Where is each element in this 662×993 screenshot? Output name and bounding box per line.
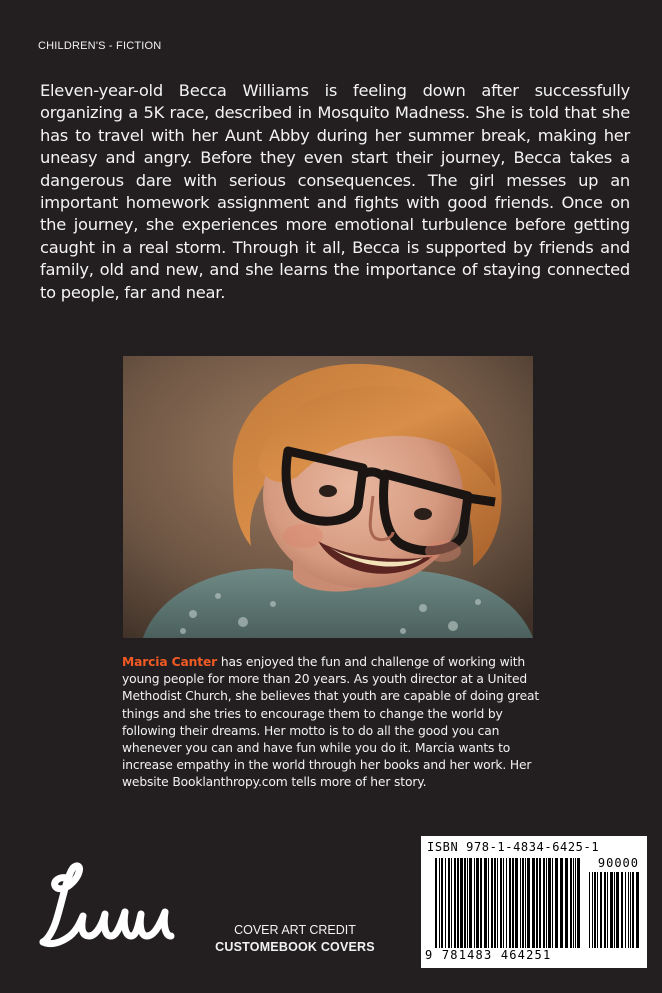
barcode-bar (515, 858, 518, 948)
barcode-bar (488, 858, 489, 948)
barcode-bar (497, 858, 498, 948)
barcode-bar (500, 858, 502, 948)
barcode-bar (503, 858, 504, 948)
isbn-label: ISBN 978-1-4834-6425-1 (427, 840, 600, 854)
cover-credit (200, 922, 390, 956)
barcode-bar (494, 858, 496, 948)
barcode-addon-number: 90000 (597, 856, 639, 870)
barcode-bar (625, 872, 626, 948)
barcode-bar (592, 872, 593, 948)
barcode-ean-number: 9 781483 464251 (425, 948, 552, 962)
barcode-bar (435, 858, 437, 948)
barcode-bar (520, 858, 521, 948)
barcode-bar (607, 872, 608, 948)
barcode-bar (464, 858, 466, 948)
barcode-bar (636, 872, 639, 948)
cover-credit-name: CUSTOMEBOOK COVERS (215, 940, 375, 954)
barcode-bar (575, 858, 576, 948)
barcode-bar (460, 858, 463, 948)
barcode-bar (441, 858, 443, 948)
barcode-bar (451, 858, 452, 948)
barcode-bar (509, 858, 511, 948)
barcode-bar (525, 858, 526, 948)
barcode-bar (594, 872, 596, 948)
barcode-bar (536, 858, 538, 948)
barcode-bar (457, 858, 459, 948)
barcode-bar (548, 858, 551, 948)
barcode-bar (600, 872, 602, 948)
isbn-barcode (421, 836, 647, 968)
barcode-bar (589, 872, 590, 948)
barcode-bar (448, 858, 450, 948)
barcode-bar (565, 858, 568, 948)
barcode-bar (439, 858, 440, 948)
cover-credit-heading: COVER ART CREDIT (234, 923, 356, 937)
barcode-bar (560, 858, 563, 948)
barcode-bar (543, 858, 545, 948)
author-bio (122, 654, 554, 792)
barcode-bar (573, 858, 574, 948)
barcode-bar (604, 872, 606, 948)
author-bio-text: has enjoyed the fun and challenge of working with young people for more than 20 years. As youth director at a United Methodist Church, she believes that youth are capable of doing great things and she tries to encourage them to change the world by following their dreams. Her motto is to do all the good you can whenever you can and have fun while you do it. Marcia wants to increase empathy in the world through her books and her work. Her website Booklanthropy.com tells more of her story. (122, 655, 540, 790)
barcode-bar (532, 858, 535, 948)
barcode-bar (552, 858, 553, 948)
barcode-bar (597, 872, 598, 948)
barcode-bar (474, 858, 475, 948)
barcode-bar (632, 872, 634, 948)
barcode-bar (614, 872, 615, 948)
barcode-bar (621, 872, 623, 948)
barcode-bar (610, 872, 613, 948)
lulu-logo-icon (37, 858, 177, 953)
barcode-bar (555, 858, 558, 948)
barcode-bar (616, 872, 619, 948)
logo-text: Lulu (106, 950, 108, 951)
barcode-bar (570, 858, 572, 948)
barcode-bar (522, 858, 524, 948)
publisher-logo (37, 858, 177, 953)
barcode-bar (512, 858, 514, 948)
barcode-bar (476, 858, 479, 948)
barcode-bar (484, 858, 487, 948)
barcode-bar (630, 872, 631, 948)
barcode-bar (546, 858, 547, 948)
barcode-bar (577, 858, 580, 948)
barcode-bar (445, 858, 446, 948)
barcode-bar (628, 872, 629, 948)
book-blurb: Eleven-year-old Becca Williams is feeling down after successfully organizing a 5K race, described in Mosquito Madness. She is told that she has to travel with her Aunt Abby during her summer break, making her uneasy and angry. Before they even start their journey, Becca takes a dangerous dare with serious consequences. The girl messes up an important homework assignment and fights with good friends. Once on the journey, she experiences more emotional turbulence before getting caught in a real storm. Through it all, Becca is supported by friends and family, old and new, and she learns the importance of staying connected to people, far and near. (40, 81, 630, 302)
author-photo (123, 356, 533, 638)
barcode-bar (506, 858, 507, 948)
genre-label: CHILDREN'S - FICTION (38, 40, 162, 52)
barcode-bar (480, 858, 482, 948)
author-portrait-image (123, 356, 533, 638)
author-name: Marcia Canter (122, 655, 218, 669)
barcode-bar (491, 858, 493, 948)
barcode-bar (467, 858, 468, 948)
barcode-bar (527, 858, 530, 948)
barcode-bar (454, 858, 456, 948)
barcode-bar (539, 858, 541, 948)
barcode-bar (469, 858, 472, 948)
